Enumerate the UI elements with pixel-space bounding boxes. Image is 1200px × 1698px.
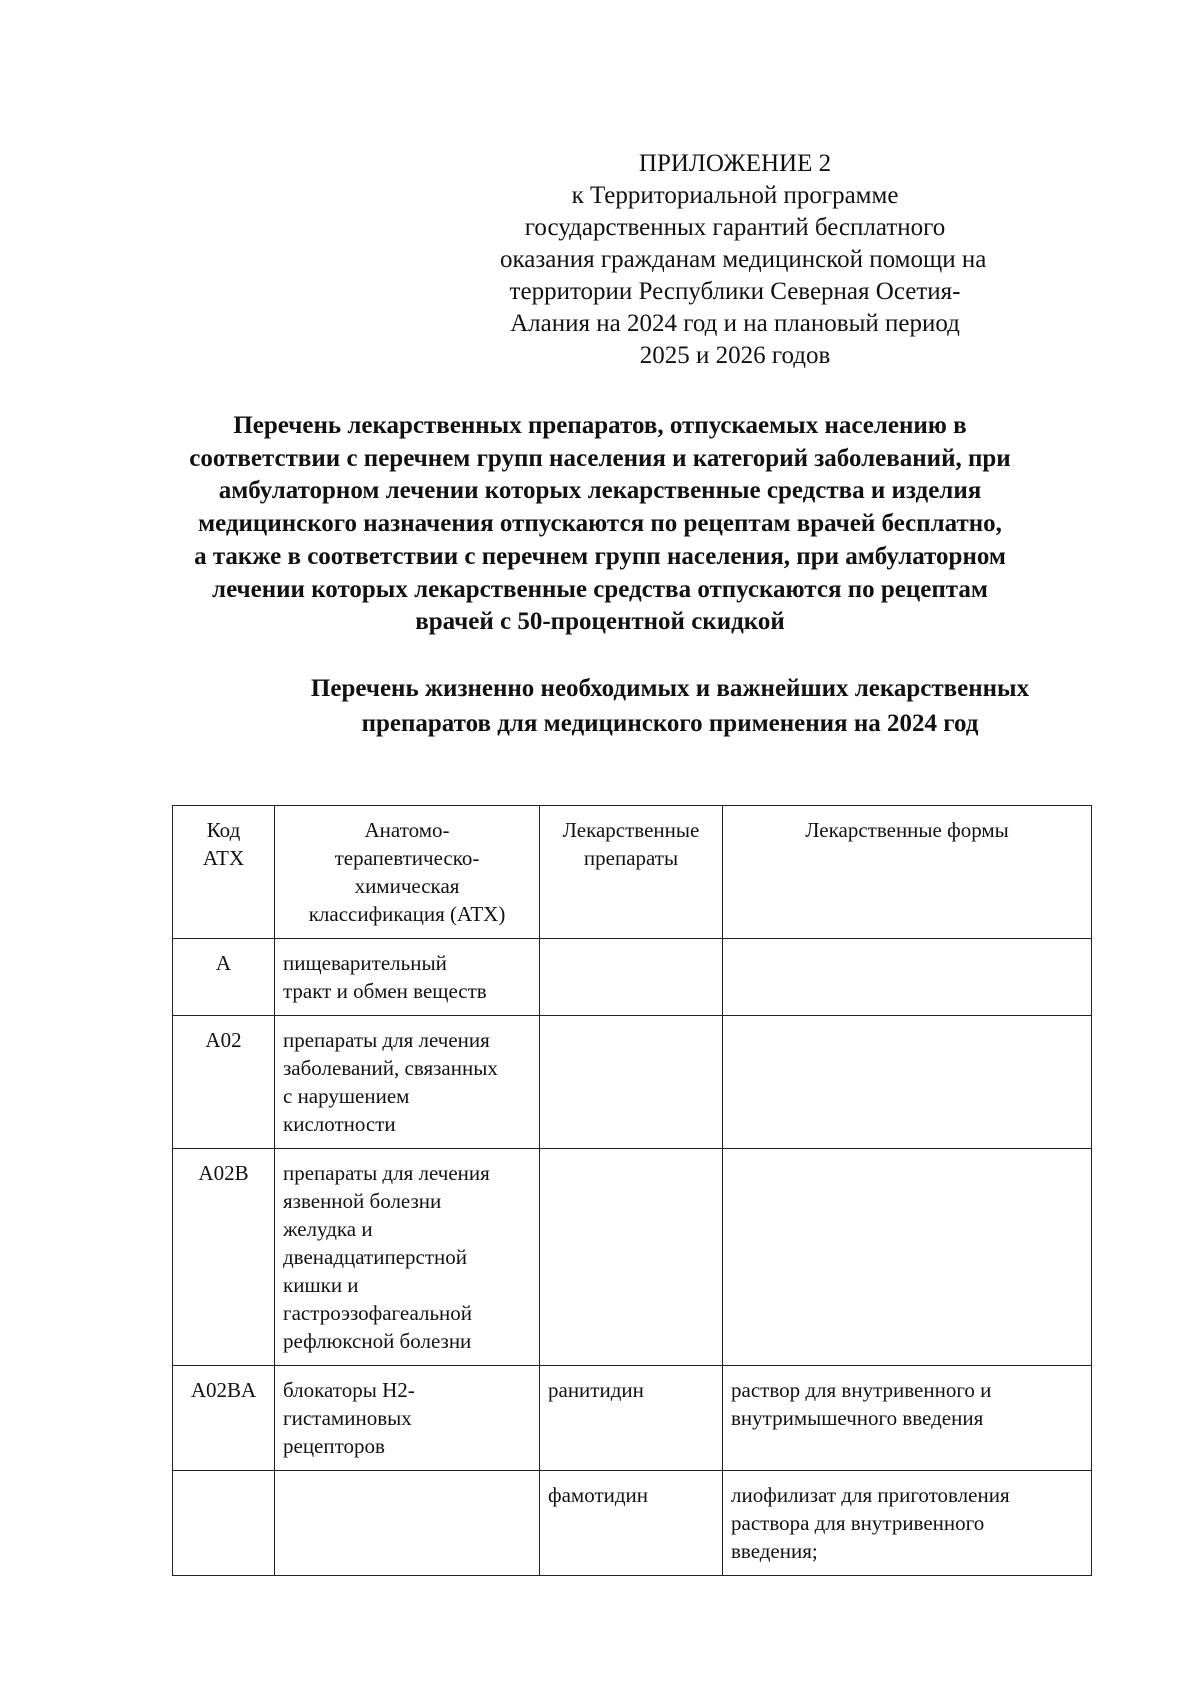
- table-row: [173, 1016, 1092, 1149]
- appendix-line: 2025 и 2026 годов: [639, 342, 831, 369]
- cell-code: [173, 1471, 275, 1576]
- cell-form: [723, 939, 1092, 1016]
- cell-drug: [540, 1471, 723, 1576]
- appendix-line: ПРИЛОЖЕНИЕ 2: [638, 150, 832, 177]
- cell-text: гистаминовых: [283, 1406, 412, 1430]
- cell-code: A02: [173, 1016, 275, 1149]
- cell-form: [723, 1149, 1092, 1366]
- cell-text: раствора для внутривенного: [731, 1511, 985, 1535]
- cell-form: [723, 1016, 1092, 1149]
- header-text: Лекарственные формы: [805, 818, 1009, 842]
- cell-drug: [540, 1366, 723, 1471]
- appendix-line: территории Республики Северная Осетия-: [509, 278, 961, 305]
- appendix-line: к Территориальной программе: [571, 182, 899, 209]
- cell-text: блокаторы H2-: [283, 1378, 415, 1402]
- table-row: [173, 1471, 1092, 1576]
- cell-code: А: [173, 939, 275, 1016]
- appendix-line: оказания гражданам медицинской помощи на: [500, 246, 987, 273]
- cell-text: заболеваний, связанных: [283, 1056, 498, 1080]
- table-row: [173, 1366, 1092, 1471]
- cell-atx: [275, 939, 540, 1016]
- cell-text: препараты для лечения: [283, 1028, 490, 1052]
- cell-text: кислотности: [283, 1112, 396, 1136]
- cell-code: A02BA: [173, 1366, 275, 1471]
- cell-text: рефлюксной болезни: [283, 1329, 472, 1353]
- cell-text: двенадцатиперстной: [283, 1245, 468, 1269]
- document-title: [150, 410, 1050, 639]
- cell-atx: [275, 1016, 540, 1149]
- header-form: [723, 806, 1092, 939]
- cell-text: гастроэзофагеальной: [283, 1301, 473, 1325]
- cell-drug: [540, 939, 723, 1016]
- title-line: амбулаторном лечении которых лекарственные средства и изделия: [218, 477, 982, 505]
- cell-text: с нарушением: [283, 1084, 410, 1108]
- cell-drug: [540, 1149, 723, 1366]
- cell-code: A02B: [173, 1149, 275, 1366]
- header-atx: [275, 806, 540, 939]
- appendix-header: [500, 148, 987, 372]
- cell-text: фамотидин: [548, 1483, 649, 1507]
- cell-text: препараты для лечения: [283, 1161, 490, 1185]
- cell-text: раствор для внутривенного и: [731, 1378, 992, 1402]
- title-line: а также в соответствии с перечнем групп населения, при амбулаторном: [194, 542, 1006, 570]
- header-text: Код: [206, 818, 241, 842]
- cell-text: лиофилизат для приготовления: [731, 1483, 1010, 1507]
- title-line: врачей с 50-процентной скидкой: [415, 608, 785, 636]
- appendix-line: государственных гарантий бесплатного: [524, 214, 946, 241]
- cell-text: рецепторов: [283, 1434, 385, 1458]
- cell-atx: [275, 1366, 540, 1471]
- cell-text: тракт и обмен веществ: [283, 979, 487, 1003]
- header-text: Лекарственные: [562, 818, 700, 842]
- drug-list-table: [172, 805, 1092, 1576]
- appendix-line: Алания на 2024 год и на плановый период: [510, 310, 960, 337]
- header-code: [173, 806, 275, 939]
- title-line: лечении которых лекарственные средства отпускаются по рецептам: [212, 575, 988, 603]
- cell-atx: [275, 1149, 540, 1366]
- header-text: Анатомо-: [364, 818, 450, 842]
- section-title-line: Перечень жизненно необходимых и важнейших лекарственных: [310, 675, 1030, 702]
- section-title-line: препаратов для медицинского применения на 2024 год: [361, 710, 979, 737]
- title-line: медицинского назначения отпускаются по рецептам врачей бесплатно,: [198, 510, 1002, 538]
- header-text: классификация (АТХ): [308, 902, 506, 926]
- cell-drug: [540, 1016, 723, 1149]
- section-title: [256, 671, 1084, 741]
- title-line: Перечень лекарственных препаратов, отпускаемых населению в: [233, 412, 967, 439]
- cell-text: язвенной болезни: [283, 1189, 442, 1213]
- header-drug: [540, 806, 723, 939]
- header-text: АТХ: [202, 846, 245, 870]
- cell-text: желудка и: [283, 1217, 373, 1241]
- cell-text: введения;: [731, 1539, 818, 1563]
- cell-text: внутримышечного введения: [731, 1406, 984, 1430]
- cell-text: ранитидин: [548, 1378, 644, 1402]
- header-text: терапевтическо-: [334, 846, 480, 870]
- table-header-row: [173, 806, 1092, 939]
- cell-atx: [275, 1471, 540, 1576]
- title-line: соответствии с перечнем групп населения и категорий заболеваний, при: [189, 444, 1011, 472]
- cell-form: [723, 1471, 1092, 1576]
- cell-text: пищеварительный: [283, 951, 447, 975]
- header-text: химическая: [354, 874, 460, 898]
- cell-form: [723, 1366, 1092, 1471]
- cell-text: кишки и: [283, 1273, 359, 1297]
- header-text: препараты: [583, 846, 679, 870]
- table-row: [173, 1149, 1092, 1366]
- table-row: [173, 939, 1092, 1016]
